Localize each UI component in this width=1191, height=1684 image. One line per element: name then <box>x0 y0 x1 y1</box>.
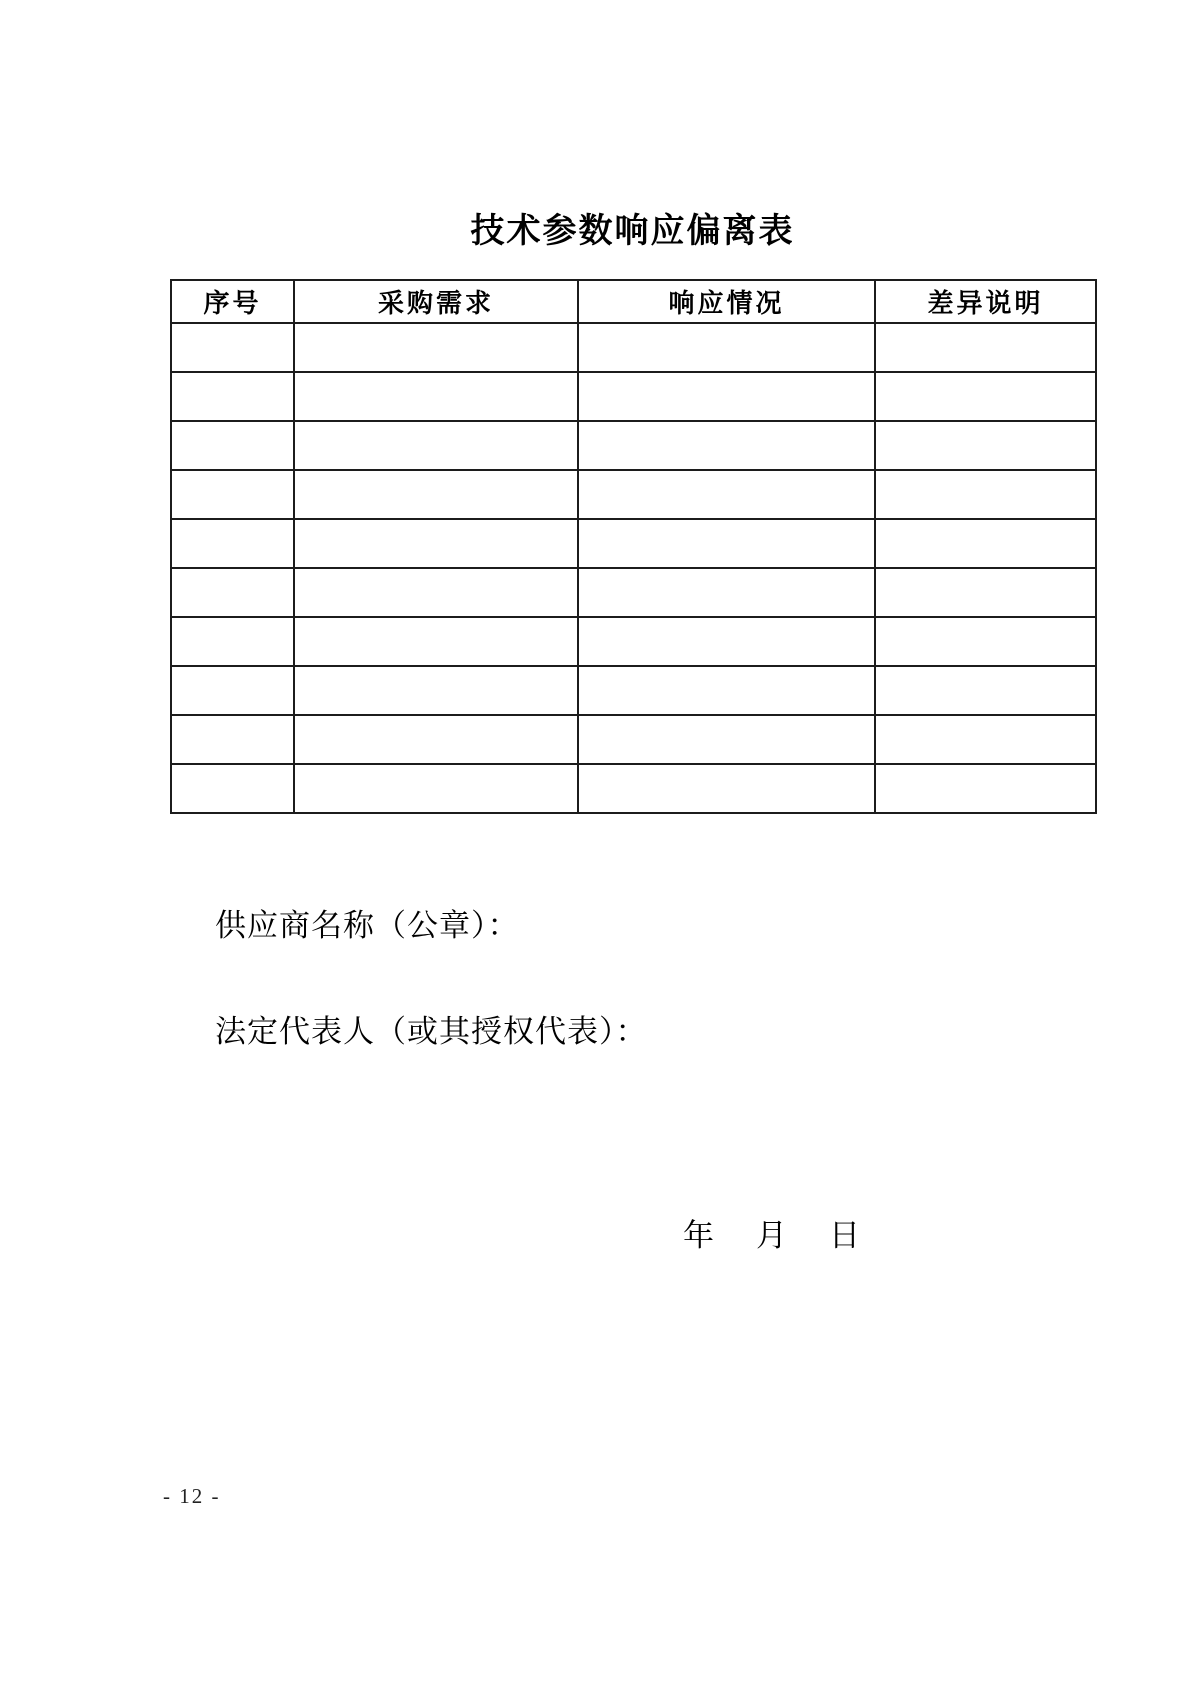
table-body <box>171 323 1096 813</box>
table-cell <box>171 470 294 519</box>
legal-representative-label: 法定代表人（或其授权代表）： <box>215 1014 648 1049</box>
table-cell <box>294 519 578 568</box>
table-cell <box>875 372 1096 421</box>
month-label: 月 <box>756 1218 787 1253</box>
table-cell <box>171 617 294 666</box>
header-cell-difference-explanation: 差异说明 <box>875 280 1096 323</box>
table-row <box>171 519 1096 568</box>
table-cell <box>171 666 294 715</box>
deviation-table <box>170 279 1097 814</box>
table-cell <box>875 323 1096 372</box>
table-cell <box>294 323 578 372</box>
table-cell <box>875 715 1096 764</box>
header-cell-response-status: 响应情况 <box>578 280 875 323</box>
table-cell <box>578 715 875 764</box>
header-cell-procurement-requirement: 采购需求 <box>294 280 578 323</box>
table-cell <box>578 666 875 715</box>
table-cell <box>578 323 875 372</box>
table-cell <box>294 372 578 421</box>
table-cell <box>875 519 1096 568</box>
table-row <box>171 568 1096 617</box>
table-cell <box>578 421 875 470</box>
table-row <box>171 421 1096 470</box>
table-cell <box>294 568 578 617</box>
supplier-name-label: 供应商名称（公章）： <box>215 908 520 943</box>
table-row <box>171 372 1096 421</box>
table-cell <box>171 568 294 617</box>
table-cell <box>171 519 294 568</box>
table-header-row <box>171 280 1096 323</box>
table-cell <box>171 421 294 470</box>
table-cell <box>294 617 578 666</box>
table-cell <box>578 617 875 666</box>
table-cell <box>875 568 1096 617</box>
page-number: - 12 - <box>163 1484 221 1508</box>
table-cell <box>294 421 578 470</box>
header-cell-serial-number: 序号 <box>171 280 294 323</box>
table-cell <box>875 764 1096 813</box>
table-cell <box>578 764 875 813</box>
table-row <box>171 715 1096 764</box>
table-cell <box>171 715 294 764</box>
table-cell <box>578 519 875 568</box>
table-cell <box>294 470 578 519</box>
table-row <box>171 666 1096 715</box>
table-cell <box>294 764 578 813</box>
table-row <box>171 470 1096 519</box>
table-cell <box>875 470 1096 519</box>
table-row <box>171 764 1096 813</box>
table-row <box>171 617 1096 666</box>
table-cell <box>171 764 294 813</box>
table-cell <box>294 666 578 715</box>
table-cell <box>578 372 875 421</box>
day-label: 日 <box>829 1218 860 1253</box>
table-cell <box>578 568 875 617</box>
table-cell <box>171 372 294 421</box>
table-cell <box>294 715 578 764</box>
year-label: 年 <box>683 1218 714 1253</box>
table-cell <box>578 470 875 519</box>
table-row <box>171 323 1096 372</box>
table-cell <box>171 323 294 372</box>
date-line <box>683 1210 860 1255</box>
table-cell <box>875 666 1096 715</box>
page-title: 技术参数响应偏离表 <box>470 213 795 250</box>
table-cell <box>875 421 1096 470</box>
table-cell <box>875 617 1096 666</box>
